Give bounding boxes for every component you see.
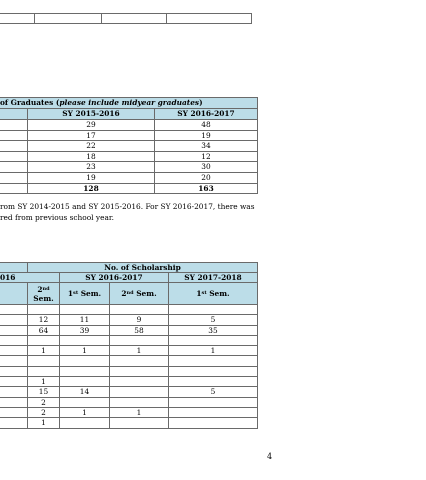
scholarship-row-label <box>0 377 28 387</box>
scholarship-cell: 1 <box>60 346 110 356</box>
scholarship-cell: 14 <box>60 387 110 397</box>
graduates-cell: 19 <box>155 130 258 141</box>
sem-number: 1 <box>196 289 202 298</box>
scholarship-cell: 1 <box>110 346 169 356</box>
paragraph-line: red from previous school year. <box>0 212 114 222</box>
graduates-col-header: SY 2016-2017 <box>155 109 258 120</box>
sem-number: 2 <box>121 289 127 298</box>
graduates-title-close: ) <box>199 98 203 107</box>
scholarship-cell <box>169 418 258 428</box>
graduates-row-label <box>0 141 28 152</box>
sem-word: Sem. <box>78 289 102 298</box>
scholarship-cell: 12 <box>28 315 60 325</box>
scholarship-year-header: SY 2017-2018 <box>169 273 258 283</box>
scholarship-cell <box>110 366 169 376</box>
scholarship-cell: 1 <box>60 407 110 417</box>
scholarship-sem-header <box>169 283 258 305</box>
scholarship-cell <box>169 356 258 366</box>
sem-number: 2 <box>37 284 43 294</box>
scholarship-row-label <box>0 305 28 315</box>
graduates-title-text: of Graduates ( <box>0 98 60 107</box>
scholarship-cell: 2 <box>28 407 60 417</box>
scholarship-cell: 11 <box>60 315 110 325</box>
scholarship-cell <box>60 397 110 407</box>
scholarship-row-label <box>0 346 28 356</box>
scholarship-sem-header <box>110 283 169 305</box>
scholarship-cell <box>110 418 169 428</box>
scholarship-row-label <box>0 407 28 417</box>
scholarship-row <box>0 407 258 417</box>
scholarship-cell <box>169 305 258 315</box>
scholarship-cell <box>110 305 169 315</box>
graduates-cell: 30 <box>155 162 258 173</box>
scholarship-cell <box>169 377 258 387</box>
graduates-header-blank <box>0 109 28 120</box>
graduates-table-body <box>0 120 258 184</box>
page-number: 4 <box>267 452 273 461</box>
top-table-cell <box>0 14 35 24</box>
graduates-cell: 48 <box>155 120 258 131</box>
scholarship-row <box>0 315 258 325</box>
top-table-cell <box>102 14 167 24</box>
scholarship-cell <box>60 377 110 387</box>
graduates-row <box>0 162 258 173</box>
graduates-row <box>0 151 258 162</box>
graduates-table-title <box>0 98 258 109</box>
scholarship-table-body <box>0 305 258 429</box>
graduates-cell: 19 <box>28 172 155 183</box>
scholarship-table-title: No. of Scholarship <box>28 263 258 273</box>
scholarship-cell <box>28 335 60 345</box>
scholarship-cell <box>28 356 60 366</box>
graduates-total-row <box>0 183 258 194</box>
scholarship-sem-header <box>28 283 60 305</box>
scholarship-row <box>0 346 258 356</box>
graduates-total-value: 163 <box>155 183 258 194</box>
scholarship-header-blank <box>0 263 28 273</box>
graduates-table <box>0 97 258 194</box>
top-table-fragment <box>0 13 252 24</box>
scholarship-cell: 1 <box>28 377 60 387</box>
scholarship-row-label <box>0 387 28 397</box>
graduates-total-label <box>0 183 28 194</box>
sem-word: Sem. <box>206 289 230 298</box>
top-table-cell <box>167 14 252 24</box>
scholarship-cell <box>28 305 60 315</box>
top-table-cell <box>35 14 102 24</box>
scholarship-row <box>0 377 258 387</box>
graduates-cell: 22 <box>28 141 155 152</box>
scholarship-cell <box>110 387 169 397</box>
scholarship-row <box>0 356 258 366</box>
scholarship-cell <box>169 366 258 376</box>
scholarship-row-label <box>0 366 28 376</box>
scholarship-cell: 5 <box>169 387 258 397</box>
scholarship-row <box>0 325 258 335</box>
scholarship-cell: 39 <box>60 325 110 335</box>
scholarship-cell: 1 <box>28 346 60 356</box>
scholarship-cell <box>60 356 110 366</box>
scholarship-cell: 1 <box>110 407 169 417</box>
scholarship-row-label <box>0 418 28 428</box>
graduates-row <box>0 141 258 152</box>
scholarship-cell: 35 <box>169 325 258 335</box>
graduates-cell: 23 <box>28 162 155 173</box>
graduates-cell: 12 <box>155 151 258 162</box>
scholarship-cell: 15 <box>28 387 60 397</box>
scholarship-cell: 1 <box>169 346 258 356</box>
sem-number: 1 <box>67 289 73 298</box>
scholarship-cell <box>60 366 110 376</box>
scholarship-row-label <box>0 325 28 335</box>
scholarship-cell <box>169 407 258 417</box>
graduates-row-label <box>0 130 28 141</box>
graduates-row <box>0 172 258 183</box>
scholarship-cell <box>60 305 110 315</box>
graduates-row-label <box>0 120 28 131</box>
scholarship-table <box>0 262 258 429</box>
scholarship-row <box>0 305 258 315</box>
scholarship-row <box>0 366 258 376</box>
scholarship-year-header: SY 2016-2017 <box>60 273 169 283</box>
scholarship-row <box>0 418 258 428</box>
scholarship-cell: 58 <box>110 325 169 335</box>
sem-suffix: nd <box>42 285 50 292</box>
scholarship-row <box>0 397 258 407</box>
scholarship-cell <box>169 335 258 345</box>
scholarship-row-label <box>0 335 28 345</box>
graduates-row-label <box>0 151 28 162</box>
scholarship-cell: 1 <box>28 418 60 428</box>
graduates-row <box>0 120 258 131</box>
graduates-col-header: SY 2015-2016 <box>28 109 155 120</box>
scholarship-cell: 5 <box>169 315 258 325</box>
graduates-cell: 18 <box>28 151 155 162</box>
graduates-cell: 34 <box>155 141 258 152</box>
graduates-cell: 29 <box>28 120 155 131</box>
scholarship-row-label <box>0 397 28 407</box>
sem-suffix: nd <box>126 290 134 296</box>
paragraph-line: rom SY 2014-2015 and SY 2015-2016. For SY 2016-2017, there was <box>0 202 255 211</box>
scholarship-cell: 9 <box>110 315 169 325</box>
scholarship-year-header: 016 <box>0 273 60 283</box>
graduates-row-label <box>0 162 28 173</box>
body-paragraph <box>0 202 270 223</box>
scholarship-row-label <box>0 356 28 366</box>
scholarship-cell <box>169 397 258 407</box>
graduates-cell: 20 <box>155 172 258 183</box>
sem-suffix: st <box>73 290 79 296</box>
scholarship-cell <box>110 397 169 407</box>
scholarship-cell <box>60 418 110 428</box>
scholarship-row <box>0 335 258 345</box>
graduates-total-value: 128 <box>28 183 155 194</box>
scholarship-cell <box>110 356 169 366</box>
scholarship-cell: 64 <box>28 325 60 335</box>
graduates-row-label <box>0 172 28 183</box>
sem-suffix: st <box>201 290 207 296</box>
scholarship-row-label <box>0 315 28 325</box>
scholarship-sem-header <box>60 283 110 305</box>
scholarship-cell <box>28 366 60 376</box>
sem-word: Sem. <box>133 289 157 298</box>
graduates-cell: 17 <box>28 130 155 141</box>
graduates-row <box>0 130 258 141</box>
scholarship-cell <box>60 335 110 345</box>
graduates-title-italic: please include midyear graduates <box>59 98 200 107</box>
scholarship-cell <box>110 335 169 345</box>
scholarship-sem-blank <box>0 283 28 305</box>
scholarship-row <box>0 387 258 397</box>
scholarship-cell: 2 <box>28 397 60 407</box>
sem-word: Sem. <box>33 293 54 303</box>
scholarship-cell <box>110 377 169 387</box>
